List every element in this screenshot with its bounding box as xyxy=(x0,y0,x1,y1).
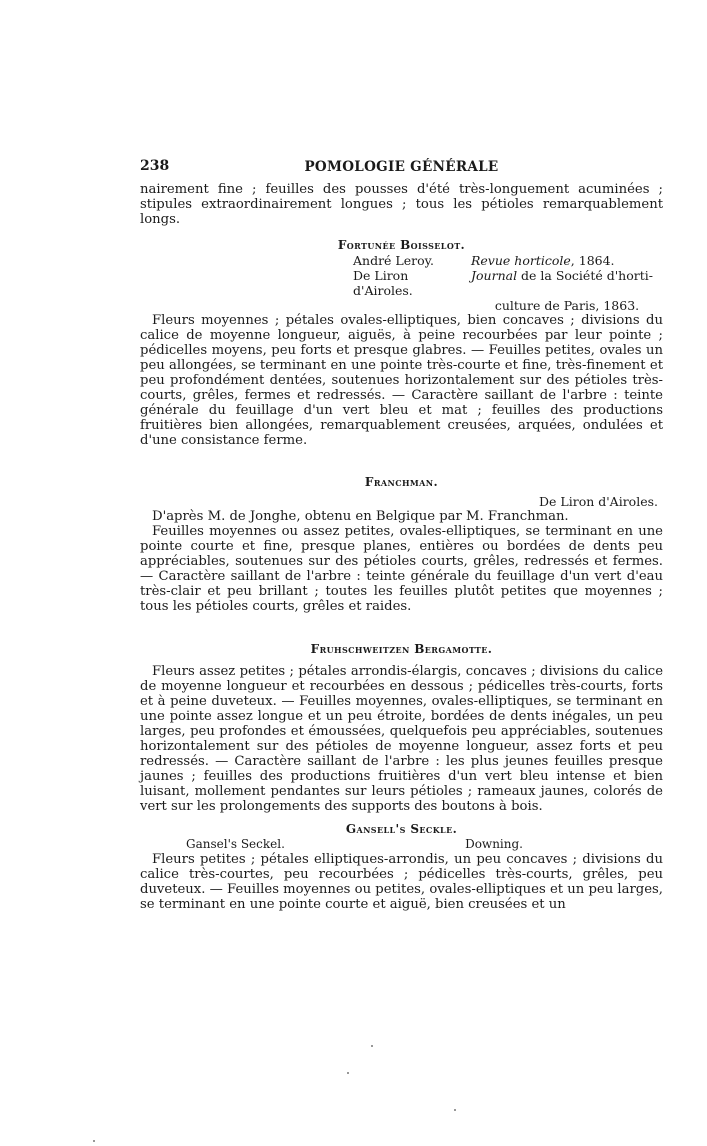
scan-speck xyxy=(347,1072,349,1074)
scan-speck xyxy=(454,1109,456,1111)
page-number: 238 xyxy=(140,158,170,174)
reference-source-detail: , 1864. xyxy=(570,253,615,268)
continuation-paragraph: nairement fine ; feuilles des pousses d'été très-longuement acuminées ; stipules extraordinairement longues ; tous les pétioles remarquablement longs. xyxy=(140,182,663,227)
entry-reference: De Liron d'Airoles. xyxy=(539,494,658,509)
entry-paragraph: D'après M. de Jonghe, obtenu en Belgique par M. Franchman. xyxy=(152,509,569,524)
reference-continuation: culture de Paris, 1863. xyxy=(494,298,640,313)
reference-author: De Liron d'Airoles. xyxy=(353,268,413,298)
entry-paragraph: Feuilles moyennes ou assez petites, ovales-elliptiques, se terminant en une pointe courte et fine, presque planes, entières ou bordées de dents peu appréciables, soutenues sur des pétioles courts, grêles, redressés et fermes. — Caractère saillant de l'arbre : teinte générale du feuillage d'un vert d'eau très-clair et peu brillant ; toutes les feuilles plutôt petites que moyennes ; tous les pétioles courts, grêles et raides. xyxy=(140,524,663,614)
book-page xyxy=(140,158,663,912)
reference-row xyxy=(353,253,663,268)
entry-references xyxy=(140,837,663,852)
page-header xyxy=(140,158,663,180)
entry-paragraph: Fleurs moyennes ; pétales ovales-elliptiques, bien concaves ; divisions du calice de moyenne longueur, aiguës, à peine recourbées par leur pointe ; pédicelles moyens, peu forts et presque glabres. — Feuilles petites, ovales un peu allongées, se terminant en une pointe très-courte et fine, très-finement et peu profondément dentées, soutenues horizontalement sur des pétioles très-courts, grêles, fermes et redressés. — Caractère saillant de l'arbre : teinte générale du feuillage d'un vert bleu et mat ; feuilles des productions fruitières bien allongées, remarquablement creusées, arquées, ondulées et d'une consistance ferme. xyxy=(140,313,663,448)
reference-list xyxy=(353,253,663,313)
entry-title: Fortunée Boisselot. xyxy=(337,238,466,252)
entry-paragraph: Fleurs assez petites ; pétales arrondis-élargis, concaves ; divisions du calice de moyenne longueur et recourbées en dessous ; pédicelles très-courts, forts et à peine duveteux. — Feuilles moyennes, ovales-elliptiques, se terminant en une pointe assez longue et un peu étroite, bordées de dents inégales, un peu larges, peu profondes et émoussées, quelquefois peu appréciables, soutenues horizontalement sur des pétioles de moyenne longueur, assez forts et peu redressés. — Caractère saillant de l'arbre : les plus jeunes feuilles presque jaunes ; feuilles des productions fruitières d'un vert bleu intense et bien luisant, mollement pendantes sur leurs pétioles ; rameaux jaunes, colorés de vert sur les prolongements des supports des boutons à bois. xyxy=(140,664,663,814)
reference-row xyxy=(353,268,663,298)
entry-fortunee-boisselot xyxy=(140,238,663,448)
reference-source xyxy=(471,268,663,298)
reference-source-title: Revue horticole xyxy=(471,253,571,268)
running-title: POMOLOGIE GÉNÉRALE xyxy=(304,159,499,175)
reference-author: André Leroy. xyxy=(353,253,434,268)
entry-title: Franchman. xyxy=(364,475,439,489)
entry-fruhschweitzen-bergamotte xyxy=(140,642,663,814)
reference-source xyxy=(471,253,663,268)
entry-title: Fruhschweitzen Bergamotte. xyxy=(310,642,493,656)
entry-franchman xyxy=(140,475,663,614)
entry-gansells-seckle xyxy=(140,822,663,912)
entry-paragraph: Fleurs petites ; pétales elliptiques-arrondis, un peu concaves ; divisions du calice très-courtes, peu recourbées ; pédicelles très-courts, grêles, peu duveteux. — Feuilles moyennes ou petites, ovales-elliptiques et un peu larges, se terminant en une pointe courte et aiguë, bien creusées et un xyxy=(140,852,663,912)
scan-speck xyxy=(371,1045,373,1047)
entry-reference: Downing. xyxy=(465,837,523,851)
reference-source-detail: de la Société d'horti- xyxy=(517,268,653,283)
entry-title: Gansell's Seckle. xyxy=(345,822,458,836)
reference-source-title: Journal xyxy=(471,268,518,283)
scan-speck xyxy=(93,1140,95,1142)
entry-synonym: Gansel's Seckel. xyxy=(186,837,285,851)
